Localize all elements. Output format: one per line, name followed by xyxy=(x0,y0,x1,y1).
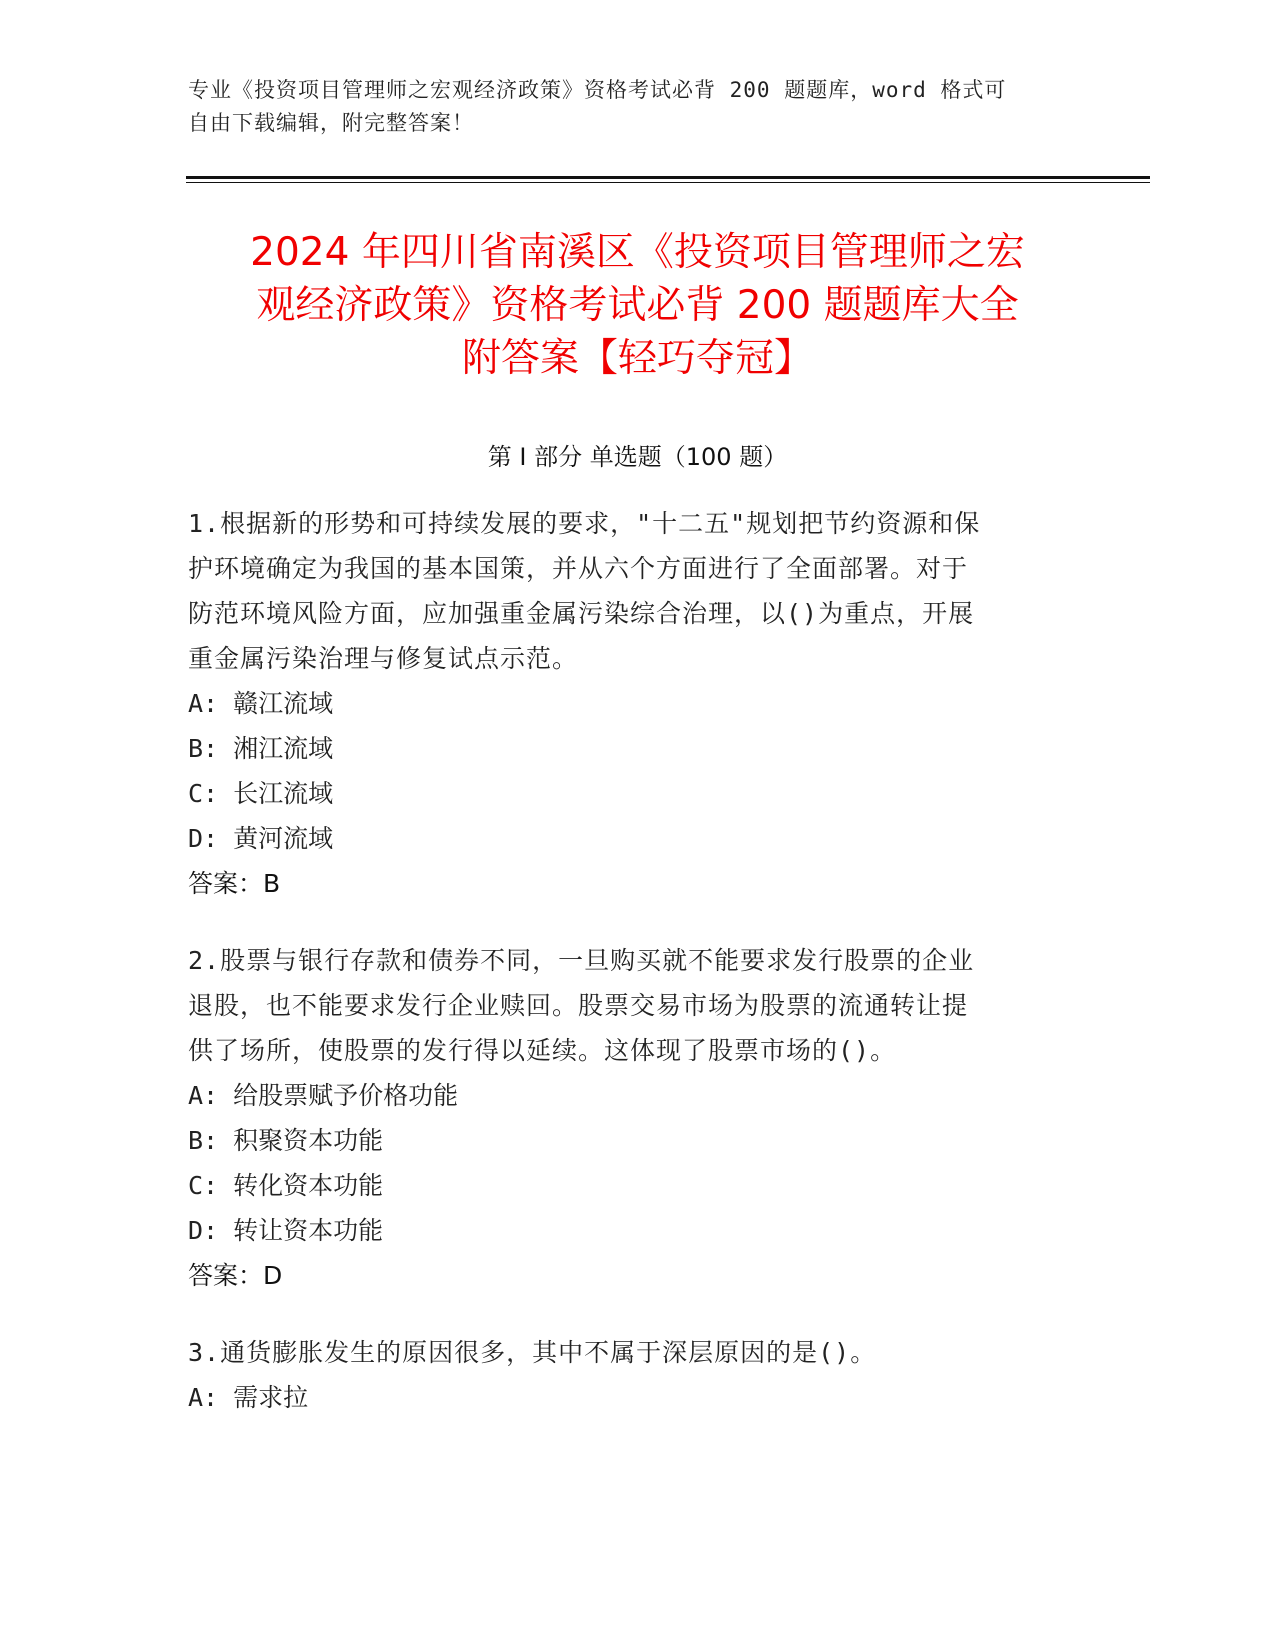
question-1 xyxy=(188,501,1068,906)
option-d: D: 黄河流域 xyxy=(188,824,334,853)
option-a: A: 赣江流域 xyxy=(188,689,334,718)
answer-line: 答案：B xyxy=(188,869,281,898)
header-note-line: 专业《投资项目管理师之宏观经济政策》资格考试必背 200 题题库，word 格式可 xyxy=(188,78,1007,102)
option-b: B: 积聚资本功能 xyxy=(188,1126,384,1155)
question-stem-line: 3.通货膨胀发生的原因很多，其中不属于深层原因的是()。 xyxy=(188,1338,877,1367)
question-stem-line: 防范环境风险方面，应加强重金属污染综合治理，以()为重点，开展 xyxy=(188,599,975,628)
question-stem-line: 重金属污染治理与修复试点示范。 xyxy=(188,644,579,673)
header-divider xyxy=(186,176,1150,179)
answer-line: 答案：D xyxy=(188,1261,283,1290)
question-stem-line: 2.股票与银行存款和债券不同，一旦购买就不能要求发行股票的企业 xyxy=(188,946,975,975)
question-stem-line: 供了场所，使股票的发行得以延续。这体现了股票市场的()。 xyxy=(188,1036,897,1065)
document-title xyxy=(180,226,1095,385)
header-note-line: 自由下载编辑，附完整答案！ xyxy=(188,111,474,135)
title-line: 2024 年四川省南溪区《投资项目管理师之宏 xyxy=(250,230,1025,275)
question-stem-line: 退股，也不能要求发行企业赎回。股票交易市场为股票的流通转让提 xyxy=(188,991,969,1020)
header-note xyxy=(188,74,1068,140)
question-3 xyxy=(188,1330,1068,1420)
title-line: 观经济政策》资格考试必背 200 题题库大全 xyxy=(256,283,1019,328)
question-stem-line: 1.根据新的形势和可持续发展的要求，"十二五"规划把节约资源和保 xyxy=(188,509,981,538)
title-line: 附答案【轻巧夺冠】 xyxy=(461,336,813,381)
question-stem xyxy=(188,1330,1068,1375)
option-b: B: 湘江流域 xyxy=(188,734,334,763)
option-a: A: 需求拉 xyxy=(188,1383,309,1412)
question-stem xyxy=(188,938,1068,1073)
question-stem-line: 护环境确定为我国的基本国策，并从六个方面进行了全面部署。对于 xyxy=(188,554,969,583)
header-divider-thin xyxy=(186,182,1150,183)
option-c: C: 长江流域 xyxy=(188,779,334,808)
option-a: A: 给股票赋予价格功能 xyxy=(188,1081,459,1110)
option-c: C: 转化资本功能 xyxy=(188,1171,384,1200)
option-d: D: 转让资本功能 xyxy=(188,1216,384,1245)
question-stem xyxy=(188,501,1068,681)
section-heading: 第 I 部分 单选题（100 题） xyxy=(487,443,788,471)
question-2 xyxy=(188,938,1068,1298)
